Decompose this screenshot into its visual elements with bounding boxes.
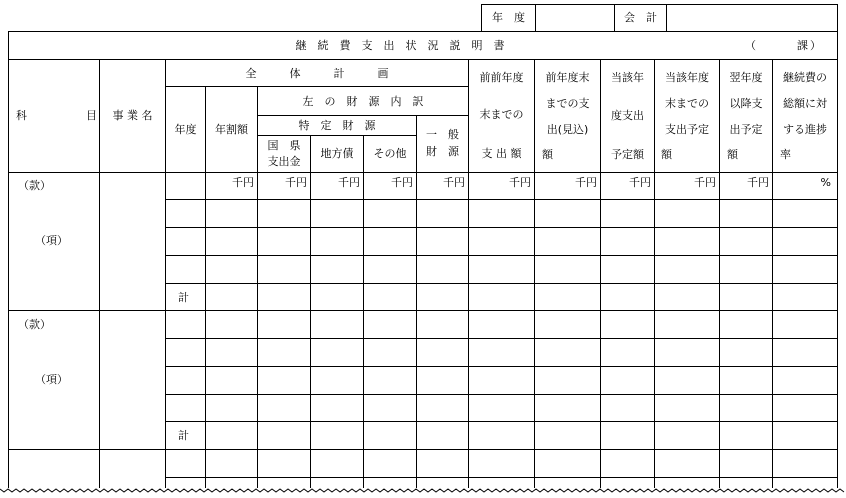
header-zennen-line3: 出(見込) — [546, 123, 589, 136]
topbox-divider-3 — [666, 4, 667, 31]
table-right-border — [837, 31, 838, 488]
group2-kei-label: 計 — [178, 429, 189, 442]
header-yokunen-line2: 以降支 — [729, 97, 763, 110]
topbox-right-border — [837, 4, 838, 31]
header-kokken-line1: 国 県 — [267, 139, 301, 152]
row-line — [165, 394, 838, 395]
group1-kei-label: 計 — [178, 291, 189, 304]
header-top-border — [8, 59, 838, 60]
header-zenzen-line2: 末までの — [479, 108, 524, 121]
ka-label: （ 課） — [745, 39, 823, 52]
document-title: 継 続 費 支 出 状 況 説 明 書 — [295, 39, 505, 52]
header-tougai-line2: 度支出 — [611, 109, 644, 122]
col-line-sonota — [416, 115, 417, 488]
header-zennen-line2: までの支 — [545, 97, 590, 110]
row-line — [165, 199, 838, 200]
header-tougai-line3: 予定額 — [611, 148, 644, 161]
table-left-border — [8, 31, 9, 488]
header-chihosai: 地方債 — [320, 147, 354, 160]
group-separator — [8, 310, 838, 311]
group2-kou-label: （項） — [35, 373, 68, 386]
header-hidari-zaigen: 左 の 財 源 内 訳 — [302, 95, 424, 108]
nendo-label: 年 度 — [492, 11, 525, 24]
header-ippan-line2: 財 源 — [426, 145, 459, 158]
group-separator — [8, 449, 838, 450]
torn-edge-decoration — [0, 486, 846, 498]
header-shinchoku-line2: 総額に対 — [783, 97, 827, 110]
header-zenzen-line1: 前前年度 — [479, 71, 524, 84]
header-tougaimade-line2: 末までの — [665, 97, 709, 110]
group2-kan-label: （款） — [18, 318, 51, 331]
unit-tougaimade: 千円 — [694, 176, 716, 189]
header-kamoku: 科 目 — [16, 109, 100, 122]
col-line-ippan — [468, 59, 469, 488]
unit-zenzen: 千円 — [509, 176, 531, 189]
header-shinchoku-line3: する進捗 — [783, 123, 827, 136]
row-line — [165, 283, 838, 284]
header-tougaimade-line1: 当該年度 — [665, 71, 709, 84]
header-tougaimade-line4: 額 — [661, 148, 672, 161]
header-yokunen-line3: 出予定 — [729, 123, 763, 136]
topbox-divider-1 — [535, 4, 536, 31]
hidari-zaigen-underline — [257, 115, 468, 116]
title-row-top-border — [8, 31, 838, 32]
unit-tougai: 千円 — [629, 176, 651, 189]
header-yokunen-line4: 額 — [727, 148, 738, 161]
unit-zennen: 千円 — [575, 176, 597, 189]
header-tougaimade-line3: 支出予定 — [665, 123, 709, 136]
header-jigyomei: 事 業 名 — [112, 109, 153, 122]
header-sonota: その他 — [373, 147, 407, 160]
tokutei-zaigen-underline — [257, 135, 416, 136]
unit-chihosai: 千円 — [338, 176, 360, 189]
header-kokken-line2: 支出金 — [267, 155, 301, 168]
row-line — [165, 227, 838, 228]
zentai-keikaku-underline — [165, 86, 468, 87]
kaikei-label: 会 計 — [624, 11, 657, 24]
header-ippan-line1: 一 般 — [426, 128, 459, 141]
col-line-nendo — [205, 86, 206, 488]
header-zentai-keikaku: 全 体 計 画 — [245, 67, 389, 80]
row-line — [165, 421, 838, 422]
unit-nenwari: 千円 — [232, 176, 254, 189]
unit-percent: % — [820, 176, 831, 189]
header-tougai-line1: 当該年 — [611, 71, 644, 84]
col-line-kamoku — [99, 59, 100, 488]
header-zenzen-line3: 支 出 額 — [481, 147, 522, 160]
row-line — [165, 366, 838, 367]
unit-sonota: 千円 — [391, 176, 413, 189]
unit-kokken: 千円 — [285, 176, 307, 189]
unit-yokunen: 千円 — [747, 176, 769, 189]
row-line — [165, 338, 838, 339]
group1-kan-label: （款） — [18, 179, 51, 192]
row-line — [165, 477, 838, 478]
header-yokunen-line1: 翌年度 — [729, 71, 763, 84]
col-line-zennen — [600, 59, 601, 488]
header-bottom-border — [8, 172, 838, 173]
row-line — [165, 255, 838, 256]
header-zennen-line4: 額 — [542, 148, 553, 161]
header-zennen-line1: 前年度末 — [545, 71, 590, 84]
header-shinchoku-line1: 継続費の — [783, 71, 827, 84]
header-nenwari: 年割額 — [215, 123, 248, 136]
header-shinchoku-line4: 率 — [780, 148, 791, 161]
header-nendo: 年度 — [174, 123, 197, 136]
group1-kou-label: （項） — [35, 234, 68, 247]
header-tokutei-zaigen: 特 定 財 源 — [298, 119, 376, 132]
unit-ippan: 千円 — [443, 176, 465, 189]
